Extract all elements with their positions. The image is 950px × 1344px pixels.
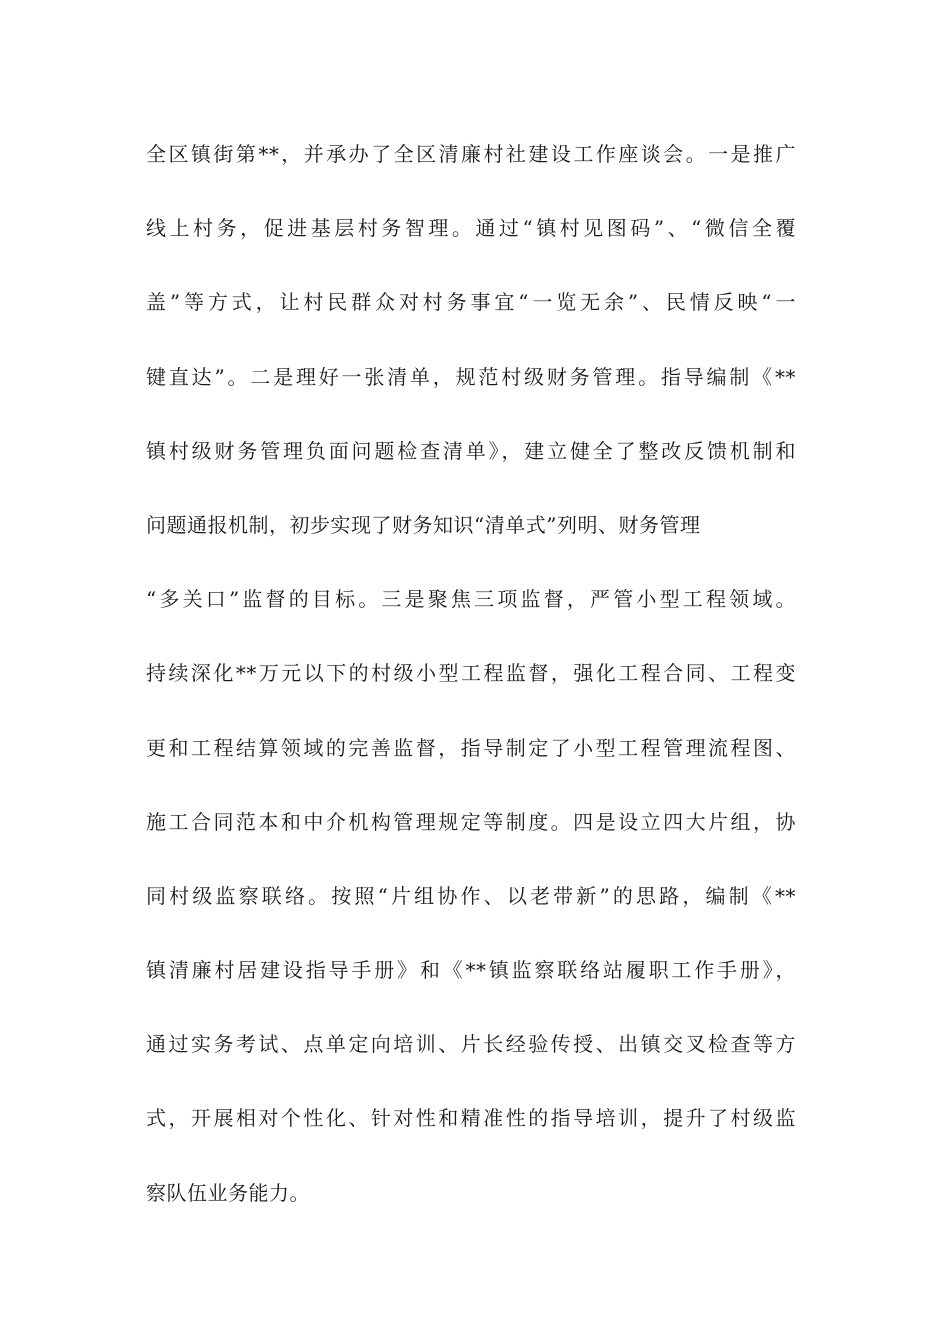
text-line: 镇村级财务管理负面问题检查清单》，建立健全了整改反馈机制和 — [146, 438, 796, 463]
text-line: 问题通报机制，初步实现了财务知识“清单式”列明、财务管理 — [146, 512, 701, 537]
text-line: 察队伍业务能力。 — [146, 1180, 310, 1205]
text-line: 全区镇街第**，并承办了全区清廉村社建设工作座谈会。一是推广 — [146, 142, 796, 166]
text-line: 盖”等方式，让村民群众对村务事宜“一览无余”、民情反映“一 — [146, 290, 796, 315]
text-line: 同村级监察联络。按照“片组协作、以老带新”的思路，编制《** — [146, 883, 796, 908]
body-paragraph — [146, 131, 796, 1244]
text-line: 式，开展相对个性化、针对性和精准性的指导培训，提升了村级监 — [146, 1106, 796, 1131]
text-line: “多关口”监督的目标。三是聚焦三项监督，严管小型工程领域。 — [146, 587, 796, 612]
text-line: 通过实务考试、点单定向培训、片长经验传授、出镇交叉检查等方 — [146, 1032, 796, 1057]
text-line: 键直达”。二是理好一张清单，规范村级财务管理。指导编制《** — [146, 364, 796, 389]
text-line: 镇清廉村居建设指导手册》和《**镇监察联络站履职工作手册》， — [146, 958, 796, 983]
text-line: 更和工程结算领域的完善监督，指导制定了小型工程管理流程图、 — [146, 735, 796, 760]
text-line: 持续深化**万元以下的村级小型工程监督，强化工程合同、工程变 — [146, 661, 796, 686]
text-line: 线上村务，促进基层村务智理。通过“镇村见图码”、“微信全覆 — [146, 216, 796, 241]
text-line: 施工合同范本和中介机构管理规定等制度。四是设立四大片组，协 — [146, 809, 796, 834]
